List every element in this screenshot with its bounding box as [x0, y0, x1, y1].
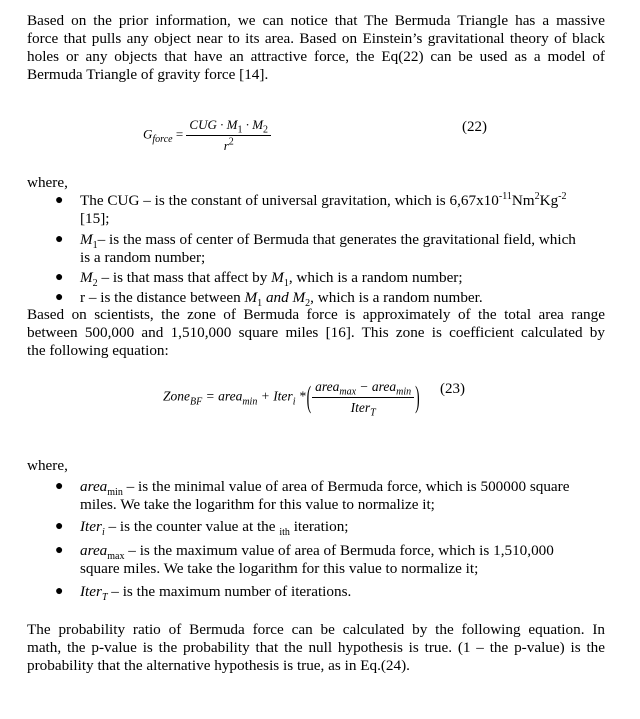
zone-line: the following equation:	[27, 342, 169, 359]
bullet-icon: ●	[55, 479, 64, 494]
equation-22-number: (22)	[462, 119, 487, 135]
final-line: The probability ratio of Bermuda force can be calculated by the following equation. In	[27, 621, 605, 638]
intro-line: holes or any objects that have an attractive force, the Eq(22) can be used as a model of	[27, 48, 605, 65]
final-paragraph	[27, 621, 605, 675]
equation-22: $G_{force}$ = $\frac{CUG \cdot M_1 \cdot M_2}{r^2}$	[143, 116, 271, 155]
bullet-icon: ●	[55, 193, 64, 208]
zone-paragraph	[27, 306, 605, 360]
intro-line: Bermuda Triangle of gravity force [14].	[27, 66, 269, 83]
equation-22-numerator: CUG · $M_1 \cdot M_2$	[186, 116, 271, 136]
bullet-icon: ●	[55, 543, 64, 558]
equation-23: Zone$_{BF}$ = area$_{min}$ + Iter$_i$ *( $\frac{area_{max} - area_{min}}{Iter_T}$ )	[163, 378, 421, 417]
equation-23-fraction	[312, 378, 414, 417]
equation-22-fraction	[186, 116, 271, 155]
final-line: probability that the alternative hypothesis is true, as in Eq.(24).	[27, 657, 410, 674]
r-definition: r – is the distance between $M_1$ and $M_2$, which is a random number.	[80, 289, 483, 310]
m1-definition: $M_1-$ is the mass of center of Bermuda that generates the gravitational field, which is a random number;	[80, 231, 576, 266]
bullet-icon: ●	[55, 270, 64, 285]
left-paren-icon: (	[306, 379, 312, 414]
intro-line: force that pulls any object near to its area. Based on Einstein’s gravitational theory of black	[27, 30, 605, 47]
iter-i-definition: Iter$_i$ – is the counter value at the $_{ith}$ iteration;	[80, 518, 349, 539]
m2-definition: $M_2$ – is that mass that affect by $M_1$, which is a random number;	[80, 269, 463, 290]
bullet-icon: ●	[55, 290, 64, 305]
zone-line: Based on scientists, the zone of Bermuda force is approximately of the total area range	[27, 306, 605, 323]
area-min-definition: area$_{min}$ – is the minimal value of area of Bermuda force, which is 500000 square miles. We take the logarithm for this value to normalize it;	[80, 478, 570, 513]
cug-definition: The CUG – is the constant of universal gravitation, which is $6,67x10^{-11}Nm^2Kg^{-2}$ [15];	[80, 190, 567, 227]
bullet-icon: ●	[55, 519, 64, 534]
bullet-icon: ●	[55, 232, 64, 247]
equation-22-denominator: $r^2$	[223, 136, 234, 153]
where-label-2: where,	[27, 457, 68, 474]
intro-line: Based on the prior information, we can notice that The Bermuda Triangle has a massive	[27, 12, 605, 29]
intro-paragraph	[27, 12, 605, 84]
where-label-1: where,	[27, 174, 68, 191]
equation-23-number: (23)	[440, 381, 465, 397]
equation-23-numerator: area$_{max}$ − area$_{min}$	[312, 378, 414, 398]
zone-line: between 500,000 and 1,510,000 square miles [16]. This zone is coefficient calculated by	[27, 324, 605, 341]
bullet-icon: ●	[55, 584, 64, 599]
right-paren-icon: )	[415, 379, 420, 414]
area-max-definition: area$_{max}$ – is the maximum value of area of Bermuda force, which is 1,510,000 square miles. We take the logarithm for this value to normalize it;	[80, 542, 554, 577]
final-line: math, the p-value is the probability that the null hypothesis is true. (1 – the p-value) is the	[27, 639, 605, 656]
iter-t-definition: Iter$_T$ – is the maximum number of iterations.	[80, 583, 352, 604]
equation-23-denominator: Iter$_T$	[350, 400, 376, 419]
